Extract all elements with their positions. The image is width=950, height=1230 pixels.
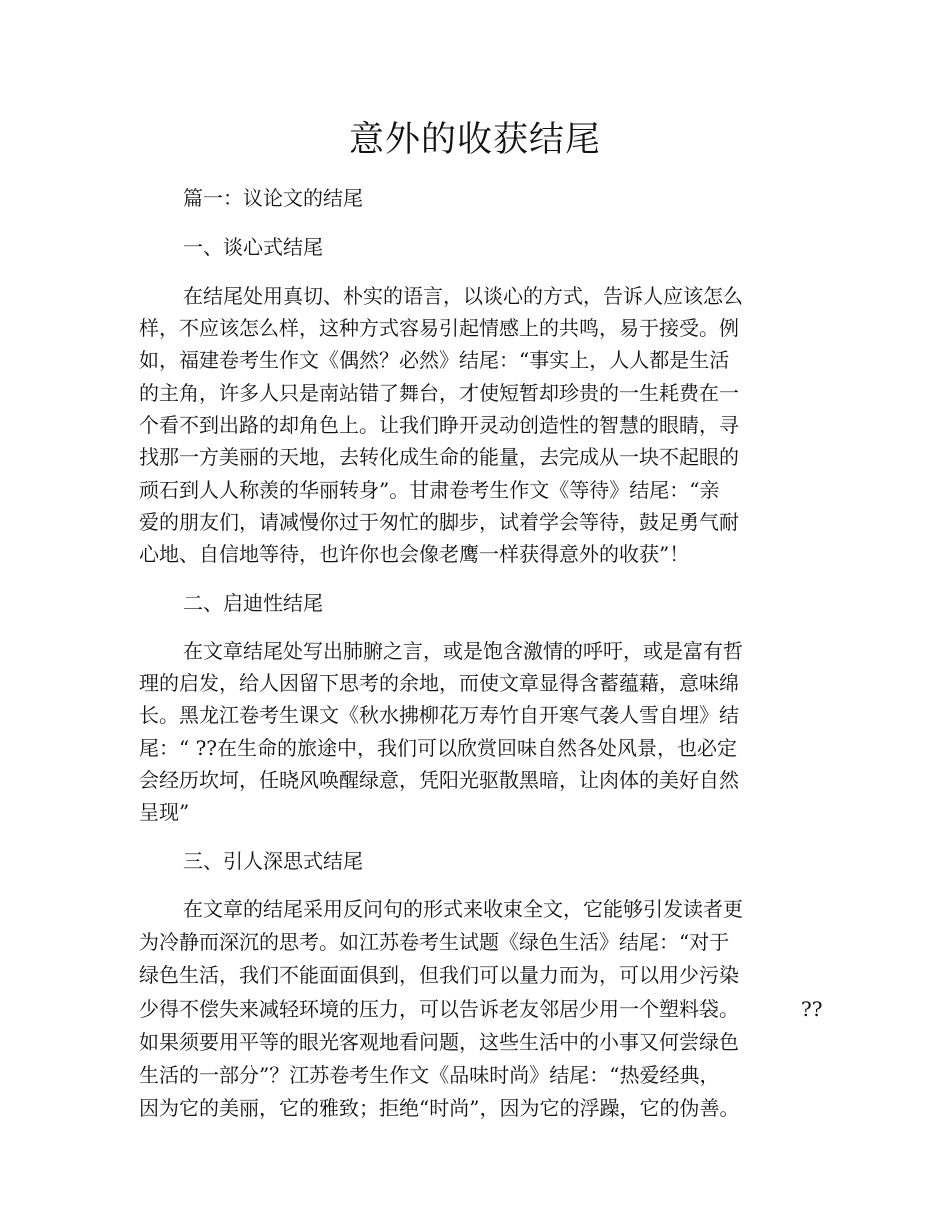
text-line: 在文章结尾处写出肺腑之言，或是饱含激情的呼吁，或是富有哲: [183, 639, 743, 663]
text-line: 尾：“ ??在生命的旅途中，我们可以欣赏回味自然各处风景，也必定: [139, 736, 738, 760]
section-heading: 篇一：议论文的结尾: [183, 186, 363, 210]
text-line: 如果须要用平等的眼光客观地看问题，这些生活中的小事又何尝绿色: [139, 1030, 739, 1054]
text-line: 因为它的美丽，它的雅致；拒绝“时尚”，因为它的浮躁，它的伪善。: [139, 1096, 740, 1120]
text-line: 找那一方美丽的天地，去转化成生命的能量，去完成从一块不起眼的: [139, 445, 739, 469]
text-line: 呈现”: [139, 800, 190, 824]
text-line: 为冷静而深沉的思考。如江苏卷考生试题《绿色生活》结尾：“对于: [139, 930, 730, 954]
text-line: 心地、自信地等待，也许你也会像老鹰一样获得意外的收获”！: [139, 542, 690, 566]
text-line: 会经历坎坷，任晓风唤醒绿意，凭阳光驱散黑暗，让肉体的美好自然: [139, 768, 739, 792]
subheading-thought-provoking: 三、引人深思式结尾: [183, 849, 363, 873]
text-line: 样，不应该怎么样，这种方式容易引起情感上的共鸣，易于接受。例: [139, 316, 739, 340]
text-line: 绿色生活，我们不能面面俱到，但我们可以量力而为，可以用少污染: [139, 963, 739, 987]
subheading-talk-style: 一、谈心式结尾: [183, 235, 323, 259]
text-line: 少得不偿失来减轻环境的压力，可以告诉老友邻居少用一个塑料袋。: [139, 997, 739, 1021]
text-line: 在结尾处用真切、朴实的语言，以谈心的方式，告诉人应该怎么: [183, 284, 743, 308]
text-line: 在文章的结尾采用反问句的形式来收束全文，它能够引发读者更: [183, 897, 743, 921]
text-line: 顽石到人人称羡的华丽转身”。甘肃卷考生作文《等待》结尾：“亲: [139, 478, 720, 502]
document-title: 意外的收获结尾: [348, 120, 601, 160]
text-line: 个看不到出路的却角色上。让我们睁开灵动创造性的智慧的眼睛，寻: [139, 413, 739, 437]
text-line: 长。黑龙江卷考生课文《秋水拂柳花万寿竹自开寒气袭人雪自埋》结: [139, 703, 739, 727]
text-line: 生活的一部分”？江苏卷考生作文《品味时尚》结尾：“热爱经典，: [139, 1063, 720, 1087]
text-line: 理的启发，给人因留下思考的余地，而使文章显得含蓄蕴藉，意味绵: [139, 671, 739, 695]
text-line: 爱的朋友们，请减慢你过于匆忙的脚步，试着学会等待，鼓足勇气耐: [139, 510, 739, 534]
text-line: 的主角，许多人只是南站错了舞台，才使短暂却珍贵的一生耗费在一: [139, 381, 739, 405]
subheading-inspiring: 二、启迪性结尾: [183, 591, 323, 615]
marginal-mark: ??: [801, 997, 823, 1021]
text-line: 如，福建卷考生作文《偶然？必然》结尾：“事实上，人人都是生活: [139, 348, 730, 372]
